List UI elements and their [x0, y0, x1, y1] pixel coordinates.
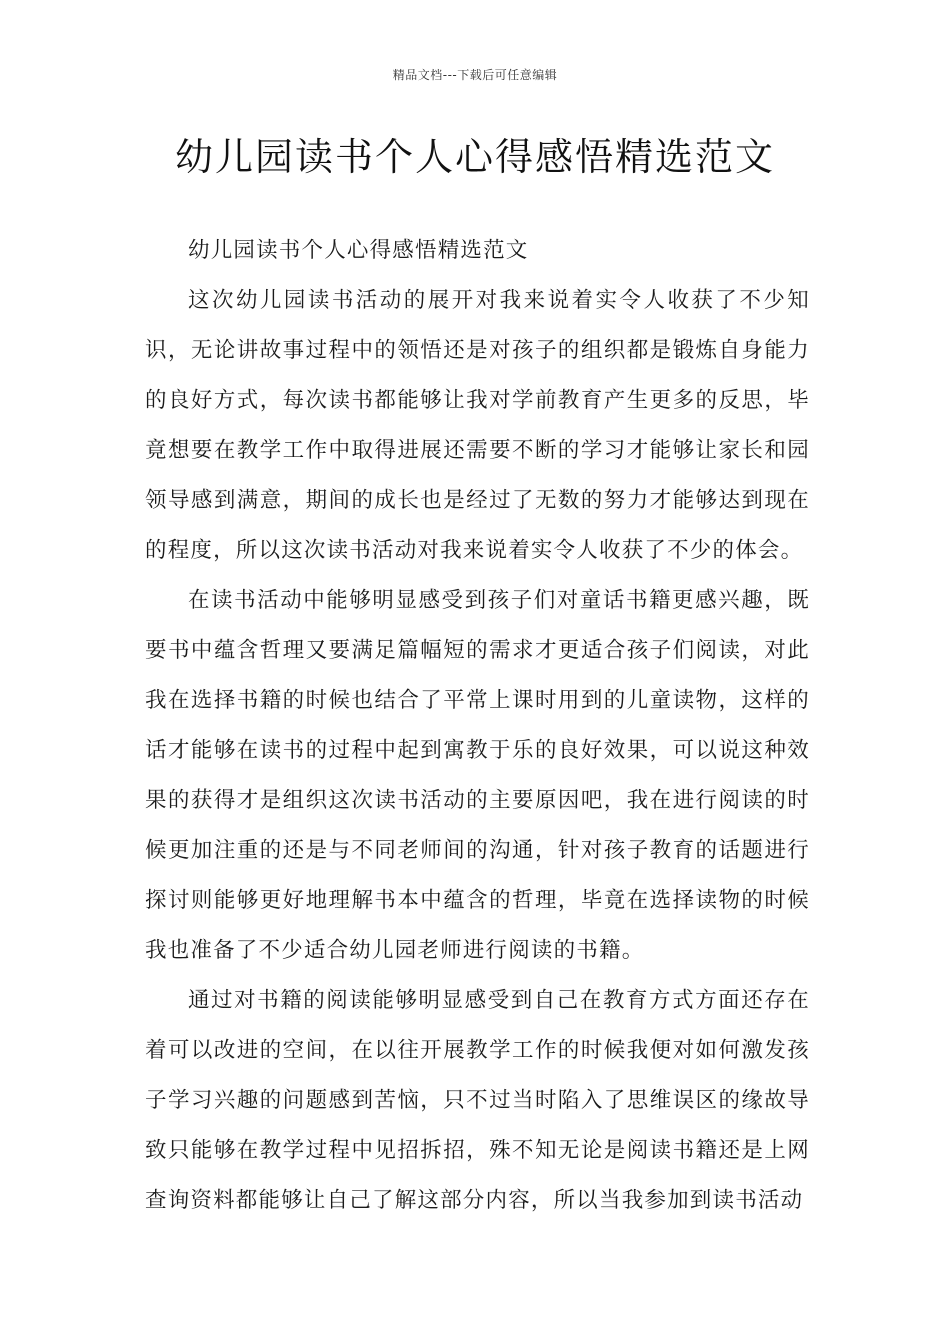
- paragraph-2: 在读书活动中能够明显感受到孩子们对童话书籍更感兴趣，既要书中蕴含哲理又要满足篇幅短的需求才更适合孩子们阅读，对此我在选择书籍的时候也结合了平常上课时用到的儿童读物，这样的话才能够在读书的过程中起到寓教于乐的良好效果，可以说这种效果的获得才是组织这次读书活动的主要原因吧，我在进行阅读的时候更加注重的还是与不同老师间的沟通，针对孩子教育的话题进行探讨则能够更好地理解书本中蕴含的哲理，毕竟在选择读物的时候我也准备了不少适合幼儿园老师进行阅读的书籍。: [145, 588, 810, 963]
- document-body: [145, 226, 810, 1226]
- document-title: 幼儿园读书个人心得感悟精选范文: [174, 135, 775, 179]
- paragraph-1: 这次幼儿园读书活动的展开对我来说着实令人收获了不少知识，无论讲故事过程中的领悟还是对孩子的组织都是锻炼自身能力的良好方式，每次读书都能够让我对学前教育产生更多的反思，毕竟想要在教学工作中取得进展还需要不断的学习才能够让家长和园领导感到满意，期间的成长也是经过了无数的努力才能够达到现在的程度，所以这次读书活动对我来说着实令人收获了不少的体会。: [145, 288, 810, 563]
- header-note: 精品文档---下载后可任意编辑: [392, 68, 558, 82]
- paragraph-3: 通过对书籍的阅读能够明显感受到自己在教育方式方面还存在着可以改进的空间，在以往开展教学工作的时候我便对如何激发孩子学习兴趣的问题感到苦恼，只不过当时陷入了思维误区的缘故导致只能够在教学过程中见招拆招，殊不知无论是阅读书籍还是上网查询资料都能够让自己了解这部分内容，所以当我参加到读书活动: [145, 988, 810, 1213]
- paragraph-subtitle: 幼儿园读书个人心得感悟精选范文: [188, 238, 529, 263]
